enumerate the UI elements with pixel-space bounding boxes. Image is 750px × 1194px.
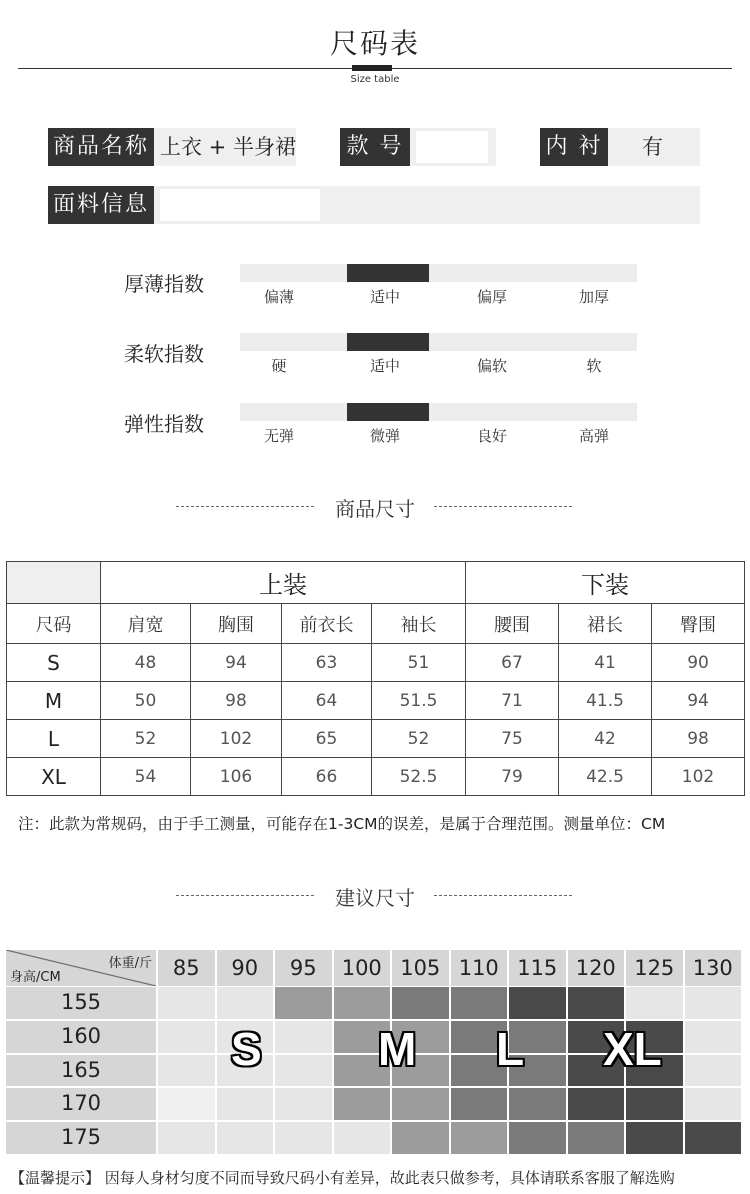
size-table [6, 561, 745, 796]
table-cell: 66 [282, 758, 372, 796]
grid-cell [158, 1122, 215, 1154]
column-header: 肩宽 [101, 604, 191, 644]
grid-cell [509, 987, 566, 1019]
table-cell: 50 [101, 682, 191, 720]
grid-cell [158, 1021, 215, 1053]
size-label-xl: XL [603, 1023, 662, 1075]
grid-cell [334, 1122, 391, 1154]
grid-cell [626, 987, 683, 1019]
size-label-l: L [496, 1023, 525, 1075]
weight-header-cell: 120 [568, 950, 625, 986]
index-option: 硬 [271, 357, 287, 375]
style-number-field [410, 128, 496, 166]
recommend-grid [6, 950, 747, 1155]
index-selected-marker [347, 264, 429, 282]
table-cell: 42.5 [559, 758, 652, 796]
table-cell: 71 [466, 682, 559, 720]
fabric-field [154, 186, 700, 224]
grid-cell [685, 1055, 742, 1087]
table-row [7, 644, 745, 682]
grid-corner [6, 950, 156, 986]
table-cell: 54 [101, 758, 191, 796]
size-label-m: M [378, 1023, 417, 1075]
table-cell: 48 [101, 644, 191, 682]
index-selected-marker [347, 403, 429, 421]
grid-cell [217, 987, 274, 1019]
grid-cell [685, 1021, 742, 1053]
table-cell: 94 [191, 644, 282, 682]
fabric-label: 面料信息 [48, 186, 154, 224]
grid-cell [275, 1055, 332, 1087]
index-option: 偏软 [476, 357, 507, 375]
style-number-value [416, 131, 488, 163]
height-header-cell: 170 [6, 1088, 156, 1120]
table-cell: 94 [652, 682, 745, 720]
product-name-label: 商品名称 [48, 128, 154, 166]
table-row [7, 682, 745, 720]
grid-cell [275, 987, 332, 1019]
weight-header-cell: 90 [217, 950, 274, 986]
height-axis-label: 身高/CM [10, 970, 61, 985]
grid-cell [158, 987, 215, 1019]
index-title: 柔软指数 [124, 342, 204, 366]
weight-header-cell: 110 [451, 950, 508, 986]
table-cell: 52 [101, 720, 191, 758]
height-header-cell: 165 [6, 1055, 156, 1087]
table-cell: M [7, 682, 101, 720]
grid-cell [275, 1088, 332, 1120]
grid-cell [626, 1122, 683, 1154]
weight-header-cell: 85 [158, 950, 215, 986]
column-header: 尺码 [7, 604, 101, 644]
height-header-cell: 160 [6, 1021, 156, 1053]
grid-cell [509, 1122, 566, 1154]
table-row [7, 758, 745, 796]
height-header-cell: 175 [6, 1122, 156, 1154]
grid-cell [451, 1088, 508, 1120]
table-cell: 51 [372, 644, 466, 682]
table-cell: 51.5 [372, 682, 466, 720]
index-option: 高弹 [578, 427, 609, 445]
grid-cell [158, 1088, 215, 1120]
bottom-wear-group: 下装 [466, 562, 745, 604]
weight-header-cell: 95 [275, 950, 332, 986]
grid-cell [509, 1088, 566, 1120]
column-header: 胸围 [191, 604, 282, 644]
weight-header-cell: 115 [509, 950, 566, 986]
table-row [7, 720, 745, 758]
table-cell: 102 [652, 758, 745, 796]
table-cell: 52.5 [372, 758, 466, 796]
index-title: 厚薄指数 [124, 272, 204, 296]
lining-value: 有 [608, 128, 700, 166]
grid-cell [392, 1122, 449, 1154]
grid-cell [451, 1122, 508, 1154]
column-header: 前衣长 [282, 604, 372, 644]
grid-cell [334, 1088, 391, 1120]
grid-cell [275, 1122, 332, 1154]
grid-cell [275, 1021, 332, 1053]
grid-cell [568, 1122, 625, 1154]
table-cell: 106 [191, 758, 282, 796]
measurement-note: 注：此款为常规码，由于手工测量，可能存在1-3CM的误差，是属于合理范围。测量单位：CM [18, 815, 666, 833]
grid-cell [217, 1122, 274, 1154]
grid-cell [685, 987, 742, 1019]
table-corner [7, 562, 101, 604]
size-section-heading: 商品尺寸 [335, 497, 415, 521]
weight-header-cell: 105 [392, 950, 449, 986]
index-option: 适中 [369, 357, 400, 375]
page-title: 尺码表 [329, 27, 420, 60]
index-option: 微弹 [369, 427, 400, 445]
grid-cell [568, 1088, 625, 1120]
table-cell: 79 [466, 758, 559, 796]
grid-cell [685, 1122, 742, 1154]
table-header-row [7, 604, 745, 644]
table-cell: 75 [466, 720, 559, 758]
table-cell: 52 [372, 720, 466, 758]
index-option: 良好 [476, 427, 507, 445]
page-subtitle: Size table [350, 74, 400, 85]
column-header: 裙长 [559, 604, 652, 644]
index-option: 适中 [369, 288, 400, 306]
index-title: 弹性指数 [124, 412, 204, 436]
grid-cell [158, 1055, 215, 1087]
column-header: 腰围 [466, 604, 559, 644]
index-option: 软 [586, 357, 602, 375]
index-bar [240, 264, 637, 282]
table-cell: 67 [466, 644, 559, 682]
product-name-value: 上衣 + 半身裙 [154, 128, 296, 166]
section-divider [434, 506, 572, 507]
lining-label: 内 衬 [540, 128, 608, 166]
recommend-section-heading: 建议尺寸 [335, 886, 415, 910]
grid-cell [392, 1088, 449, 1120]
warm-tip: 【温馨提示】 因每人身材匀度不同而导致尺码小有差异，故此表只做参考，具体请联系客服了解选购 [10, 1169, 675, 1187]
weight-header-cell: 125 [626, 950, 683, 986]
table-cell: 90 [652, 644, 745, 682]
header-accent [352, 65, 392, 71]
weight-header-cell: 100 [334, 950, 391, 986]
grid-cell [451, 987, 508, 1019]
index-option: 加厚 [578, 288, 609, 306]
index-selected-marker [347, 333, 429, 351]
column-header: 袖长 [372, 604, 466, 644]
table-cell: 102 [191, 720, 282, 758]
grid-cell [626, 1088, 683, 1120]
column-header: 臀围 [652, 604, 745, 644]
fabric-value [160, 189, 320, 221]
grid-cell [217, 1088, 274, 1120]
grid-cell [334, 987, 391, 1019]
grid-cell [685, 1088, 742, 1120]
table-cell: 63 [282, 644, 372, 682]
table-cell: 64 [282, 682, 372, 720]
index-bar [240, 333, 637, 351]
style-number-label: 款 号 [340, 128, 410, 166]
weight-header-cell: 130 [685, 950, 742, 986]
table-cell: S [7, 644, 101, 682]
index-option: 无弹 [263, 427, 294, 445]
grid-cell [392, 987, 449, 1019]
table-cell: XL [7, 758, 101, 796]
table-cell: 42 [559, 720, 652, 758]
index-option: 偏厚 [476, 288, 507, 306]
size-label-s: S [231, 1023, 262, 1075]
table-cell: 65 [282, 720, 372, 758]
table-cell: 98 [652, 720, 745, 758]
table-cell: L [7, 720, 101, 758]
height-header-cell: 155 [6, 987, 156, 1019]
weight-axis-label: 体重/斤 [108, 956, 152, 971]
table-cell: 41.5 [559, 682, 652, 720]
table-cell: 41 [559, 644, 652, 682]
grid-cell [568, 987, 625, 1019]
index-bar [240, 403, 637, 421]
top-wear-group: 上装 [101, 562, 466, 604]
section-divider [434, 895, 572, 896]
table-cell: 98 [191, 682, 282, 720]
index-option: 偏薄 [263, 288, 294, 306]
